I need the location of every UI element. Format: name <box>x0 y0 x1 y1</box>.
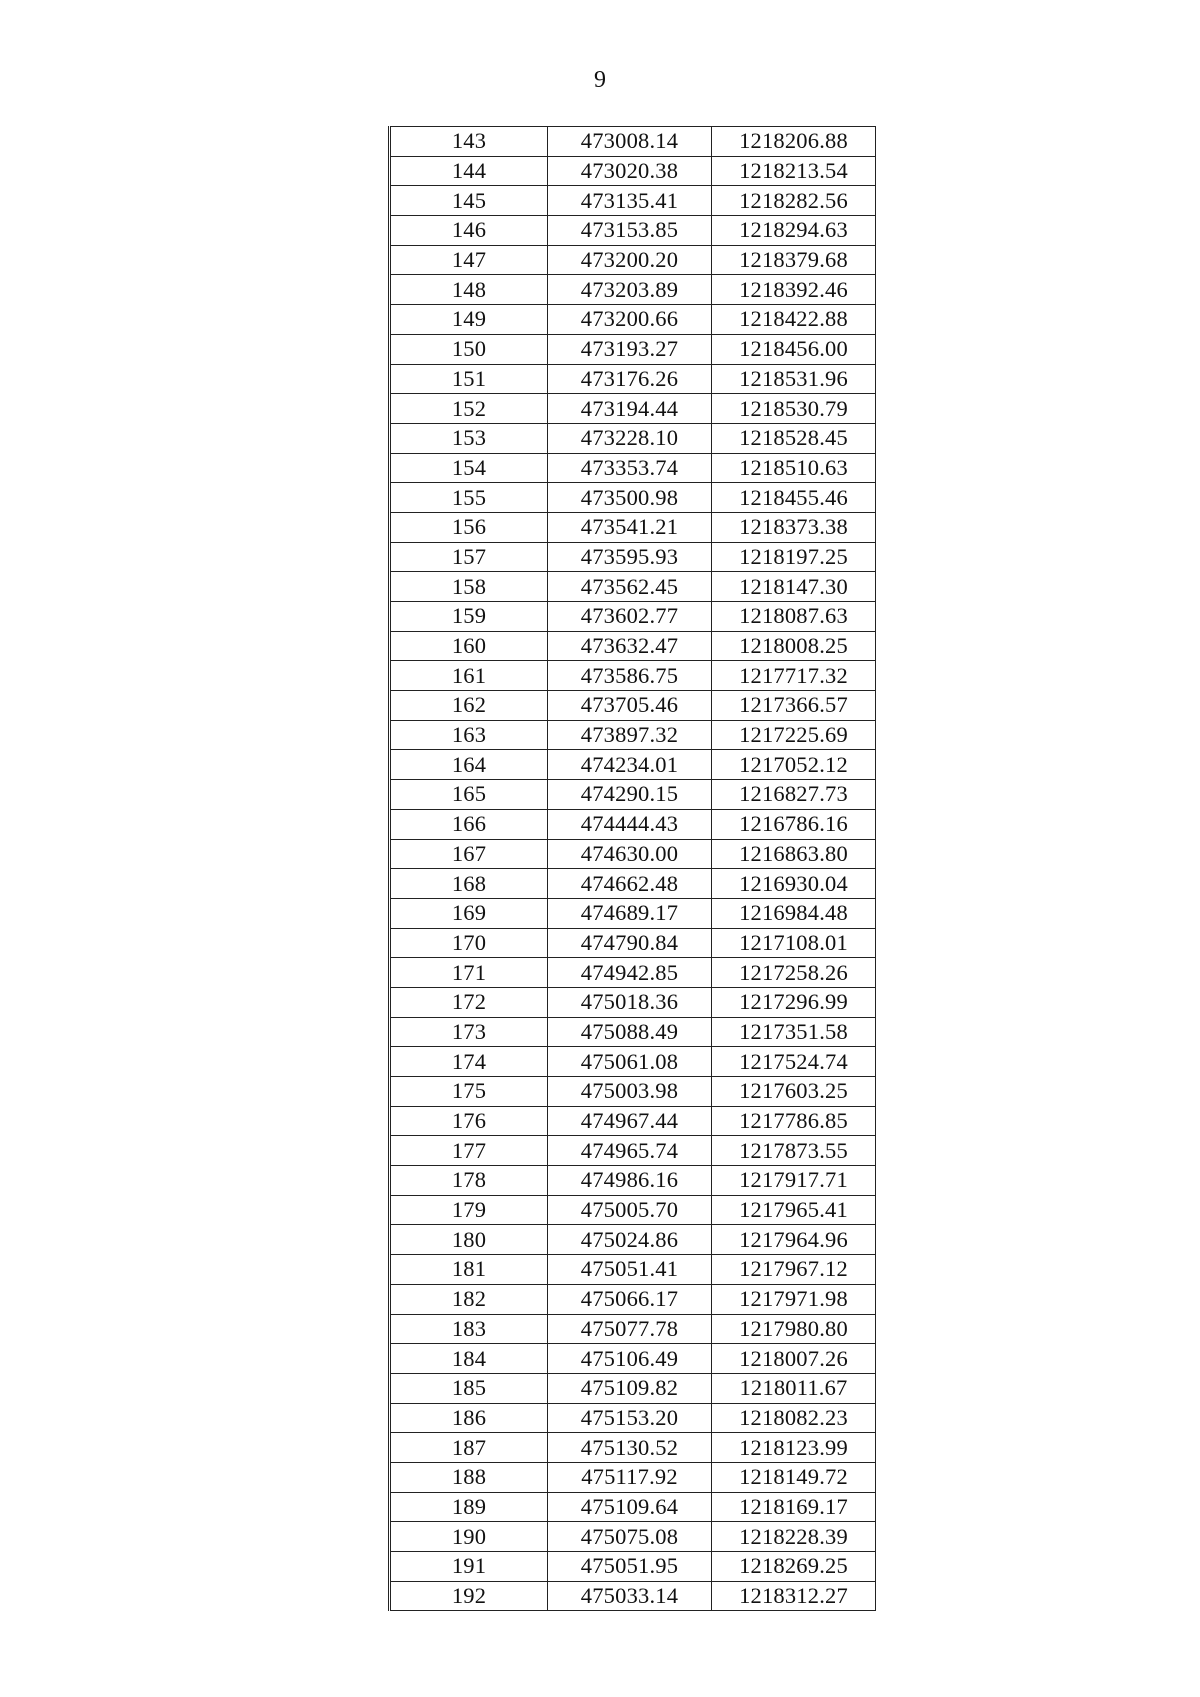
point-number-cell: 189 <box>390 1492 548 1522</box>
y-coordinate-cell: 1216827.73 <box>712 780 876 810</box>
point-number-cell: 160 <box>390 631 548 661</box>
y-coordinate-cell: 1218147.30 <box>712 572 876 602</box>
x-coordinate-cell: 475106.49 <box>548 1344 712 1374</box>
point-number-cell: 150 <box>390 334 548 364</box>
y-coordinate-cell: 1218294.63 <box>712 216 876 246</box>
y-coordinate-cell: 1217917.71 <box>712 1166 876 1196</box>
point-number-cell: 143 <box>390 127 548 157</box>
point-number-cell: 152 <box>390 394 548 424</box>
y-coordinate-cell: 1217964.96 <box>712 1225 876 1255</box>
point-number-cell: 153 <box>390 423 548 453</box>
point-number-cell: 146 <box>390 216 548 246</box>
y-coordinate-cell: 1218213.54 <box>712 156 876 186</box>
table-row <box>390 1284 876 1314</box>
y-coordinate-cell: 1217296.99 <box>712 987 876 1017</box>
point-number-cell: 182 <box>390 1284 548 1314</box>
y-coordinate-cell: 1217052.12 <box>712 750 876 780</box>
y-coordinate-cell: 1218008.25 <box>712 631 876 661</box>
y-coordinate-cell: 1216930.04 <box>712 869 876 899</box>
table-row <box>390 602 876 632</box>
point-number-cell: 145 <box>390 186 548 216</box>
x-coordinate-cell: 473200.66 <box>548 305 712 335</box>
y-coordinate-cell: 1218269.25 <box>712 1552 876 1582</box>
table-row <box>390 1166 876 1196</box>
point-number-cell: 164 <box>390 750 548 780</box>
x-coordinate-cell: 475051.95 <box>548 1552 712 1582</box>
table-row <box>390 186 876 216</box>
table-row <box>390 898 876 928</box>
x-coordinate-cell: 473020.38 <box>548 156 712 186</box>
y-coordinate-cell: 1218510.63 <box>712 453 876 483</box>
y-coordinate-cell: 1218197.25 <box>712 542 876 572</box>
point-number-cell: 171 <box>390 958 548 988</box>
y-coordinate-cell: 1218530.79 <box>712 394 876 424</box>
x-coordinate-cell: 473705.46 <box>548 691 712 721</box>
y-coordinate-cell: 1217524.74 <box>712 1047 876 1077</box>
table-row <box>390 869 876 899</box>
table-row <box>390 1403 876 1433</box>
y-coordinate-cell: 1217786.85 <box>712 1106 876 1136</box>
page-number: 9 <box>594 67 606 93</box>
point-number-cell: 183 <box>390 1314 548 1344</box>
point-number-cell: 169 <box>390 898 548 928</box>
y-coordinate-cell: 1218082.23 <box>712 1403 876 1433</box>
y-coordinate-cell: 1217967.12 <box>712 1255 876 1285</box>
point-number-cell: 159 <box>390 602 548 632</box>
y-coordinate-cell: 1218228.39 <box>712 1522 876 1552</box>
table-row <box>390 483 876 513</box>
point-number-cell: 155 <box>390 483 548 513</box>
x-coordinate-cell: 474790.84 <box>548 928 712 958</box>
table-row <box>390 1077 876 1107</box>
point-number-cell: 147 <box>390 245 548 275</box>
y-coordinate-cell: 1218282.56 <box>712 186 876 216</box>
point-number-cell: 163 <box>390 720 548 750</box>
y-coordinate-cell: 1216984.48 <box>712 898 876 928</box>
y-coordinate-cell: 1218169.17 <box>712 1492 876 1522</box>
x-coordinate-cell: 475061.08 <box>548 1047 712 1077</box>
y-coordinate-cell: 1217225.69 <box>712 720 876 750</box>
point-number-cell: 151 <box>390 364 548 394</box>
table-row <box>390 1017 876 1047</box>
table-row <box>390 423 876 453</box>
table-row <box>390 1195 876 1225</box>
x-coordinate-cell: 474662.48 <box>548 869 712 899</box>
point-number-cell: 162 <box>390 691 548 721</box>
x-coordinate-cell: 475077.78 <box>548 1314 712 1344</box>
x-coordinate-cell: 473228.10 <box>548 423 712 453</box>
x-coordinate-cell: 475018.36 <box>548 987 712 1017</box>
table-row <box>390 1492 876 1522</box>
point-number-cell: 192 <box>390 1581 548 1611</box>
y-coordinate-cell: 1218392.46 <box>712 275 876 305</box>
y-coordinate-cell: 1218528.45 <box>712 423 876 453</box>
table-row <box>390 1522 876 1552</box>
y-coordinate-cell: 1216786.16 <box>712 809 876 839</box>
table-row <box>390 928 876 958</box>
coordinate-table <box>388 126 876 1611</box>
table-row <box>390 127 876 157</box>
x-coordinate-cell: 475024.86 <box>548 1225 712 1255</box>
point-number-cell: 181 <box>390 1255 548 1285</box>
y-coordinate-cell: 1218379.68 <box>712 245 876 275</box>
coordinate-table-body <box>390 127 876 1611</box>
x-coordinate-cell: 475109.64 <box>548 1492 712 1522</box>
table-row <box>390 839 876 869</box>
point-number-cell: 168 <box>390 869 548 899</box>
point-number-cell: 184 <box>390 1344 548 1374</box>
x-coordinate-cell: 474444.43 <box>548 809 712 839</box>
table-row <box>390 720 876 750</box>
y-coordinate-cell: 1217366.57 <box>712 691 876 721</box>
y-coordinate-cell: 1216863.80 <box>712 839 876 869</box>
x-coordinate-cell: 473203.89 <box>548 275 712 305</box>
point-number-cell: 157 <box>390 542 548 572</box>
point-number-cell: 158 <box>390 572 548 602</box>
x-coordinate-cell: 473595.93 <box>548 542 712 572</box>
y-coordinate-cell: 1218312.27 <box>712 1581 876 1611</box>
y-coordinate-cell: 1218456.00 <box>712 334 876 364</box>
x-coordinate-cell: 475088.49 <box>548 1017 712 1047</box>
x-coordinate-cell: 473353.74 <box>548 453 712 483</box>
x-coordinate-cell: 473176.26 <box>548 364 712 394</box>
table-row <box>390 661 876 691</box>
point-number-cell: 165 <box>390 780 548 810</box>
point-number-cell: 154 <box>390 453 548 483</box>
point-number-cell: 148 <box>390 275 548 305</box>
table-row <box>390 453 876 483</box>
y-coordinate-cell: 1217717.32 <box>712 661 876 691</box>
y-coordinate-cell: 1217351.58 <box>712 1017 876 1047</box>
table-row <box>390 275 876 305</box>
x-coordinate-cell: 475051.41 <box>548 1255 712 1285</box>
x-coordinate-cell: 474967.44 <box>548 1106 712 1136</box>
x-coordinate-cell: 473586.75 <box>548 661 712 691</box>
table-row <box>390 1373 876 1403</box>
point-number-cell: 177 <box>390 1136 548 1166</box>
y-coordinate-cell: 1218087.63 <box>712 602 876 632</box>
y-coordinate-cell: 1218011.67 <box>712 1373 876 1403</box>
table-row <box>390 334 876 364</box>
x-coordinate-cell: 475153.20 <box>548 1403 712 1433</box>
table-row <box>390 987 876 1017</box>
table-row <box>390 364 876 394</box>
point-number-cell: 178 <box>390 1166 548 1196</box>
point-number-cell: 166 <box>390 809 548 839</box>
x-coordinate-cell: 475033.14 <box>548 1581 712 1611</box>
y-coordinate-cell: 1218123.99 <box>712 1433 876 1463</box>
x-coordinate-cell: 473193.27 <box>548 334 712 364</box>
table-row <box>390 1552 876 1582</box>
point-number-cell: 176 <box>390 1106 548 1136</box>
y-coordinate-cell: 1218422.88 <box>712 305 876 335</box>
y-coordinate-cell: 1217258.26 <box>712 958 876 988</box>
y-coordinate-cell: 1218455.46 <box>712 483 876 513</box>
table-row <box>390 1344 876 1374</box>
table-row <box>390 1225 876 1255</box>
table-row <box>390 1106 876 1136</box>
table-row <box>390 216 876 246</box>
table-row <box>390 631 876 661</box>
y-coordinate-cell: 1218531.96 <box>712 364 876 394</box>
table-row <box>390 305 876 335</box>
x-coordinate-cell: 475005.70 <box>548 1195 712 1225</box>
point-number-cell: 188 <box>390 1462 548 1492</box>
table-row <box>390 542 876 572</box>
table-row <box>390 1255 876 1285</box>
x-coordinate-cell: 474290.15 <box>548 780 712 810</box>
table-row <box>390 750 876 780</box>
table-row <box>390 1136 876 1166</box>
x-coordinate-cell: 474234.01 <box>548 750 712 780</box>
x-coordinate-cell: 473541.21 <box>548 512 712 542</box>
point-number-cell: 191 <box>390 1552 548 1582</box>
point-number-cell: 170 <box>390 928 548 958</box>
table-row <box>390 780 876 810</box>
table-row <box>390 245 876 275</box>
point-number-cell: 156 <box>390 512 548 542</box>
x-coordinate-cell: 473500.98 <box>548 483 712 513</box>
table-row <box>390 394 876 424</box>
x-coordinate-cell: 473602.77 <box>548 602 712 632</box>
x-coordinate-cell: 473200.20 <box>548 245 712 275</box>
point-number-cell: 167 <box>390 839 548 869</box>
point-number-cell: 173 <box>390 1017 548 1047</box>
y-coordinate-cell: 1218373.38 <box>712 512 876 542</box>
point-number-cell: 179 <box>390 1195 548 1225</box>
table-row <box>390 156 876 186</box>
point-number-cell: 172 <box>390 987 548 1017</box>
table-row <box>390 572 876 602</box>
y-coordinate-cell: 1218206.88 <box>712 127 876 157</box>
y-coordinate-cell: 1217965.41 <box>712 1195 876 1225</box>
x-coordinate-cell: 473194.44 <box>548 394 712 424</box>
table-row <box>390 958 876 988</box>
x-coordinate-cell: 474942.85 <box>548 958 712 988</box>
x-coordinate-cell: 474986.16 <box>548 1166 712 1196</box>
point-number-cell: 175 <box>390 1077 548 1107</box>
x-coordinate-cell: 474965.74 <box>548 1136 712 1166</box>
point-number-cell: 174 <box>390 1047 548 1077</box>
y-coordinate-cell: 1217980.80 <box>712 1314 876 1344</box>
point-number-cell: 190 <box>390 1522 548 1552</box>
x-coordinate-cell: 474630.00 <box>548 839 712 869</box>
x-coordinate-cell: 475075.08 <box>548 1522 712 1552</box>
x-coordinate-cell: 473632.47 <box>548 631 712 661</box>
x-coordinate-cell: 473153.85 <box>548 216 712 246</box>
x-coordinate-cell: 473562.45 <box>548 572 712 602</box>
table-row <box>390 1581 876 1611</box>
point-number-cell: 144 <box>390 156 548 186</box>
point-number-cell: 186 <box>390 1403 548 1433</box>
table-row <box>390 1462 876 1492</box>
y-coordinate-cell: 1217873.55 <box>712 1136 876 1166</box>
y-coordinate-cell: 1217108.01 <box>712 928 876 958</box>
table-row <box>390 1433 876 1463</box>
table-row <box>390 691 876 721</box>
point-number-cell: 185 <box>390 1373 548 1403</box>
x-coordinate-cell: 475003.98 <box>548 1077 712 1107</box>
point-number-cell: 149 <box>390 305 548 335</box>
x-coordinate-cell: 475066.17 <box>548 1284 712 1314</box>
y-coordinate-cell: 1217603.25 <box>712 1077 876 1107</box>
x-coordinate-cell: 475109.82 <box>548 1373 712 1403</box>
point-number-cell: 180 <box>390 1225 548 1255</box>
y-coordinate-cell: 1217971.98 <box>712 1284 876 1314</box>
x-coordinate-cell: 474689.17 <box>548 898 712 928</box>
y-coordinate-cell: 1218149.72 <box>712 1462 876 1492</box>
table-row <box>390 1047 876 1077</box>
table-row <box>390 512 876 542</box>
point-number-cell: 187 <box>390 1433 548 1463</box>
x-coordinate-cell: 475130.52 <box>548 1433 712 1463</box>
point-number-cell: 161 <box>390 661 548 691</box>
y-coordinate-cell: 1218007.26 <box>712 1344 876 1374</box>
table-row <box>390 1314 876 1344</box>
x-coordinate-cell: 475117.92 <box>548 1462 712 1492</box>
x-coordinate-cell: 473135.41 <box>548 186 712 216</box>
x-coordinate-cell: 473008.14 <box>548 127 712 157</box>
x-coordinate-cell: 473897.32 <box>548 720 712 750</box>
table-row <box>390 809 876 839</box>
